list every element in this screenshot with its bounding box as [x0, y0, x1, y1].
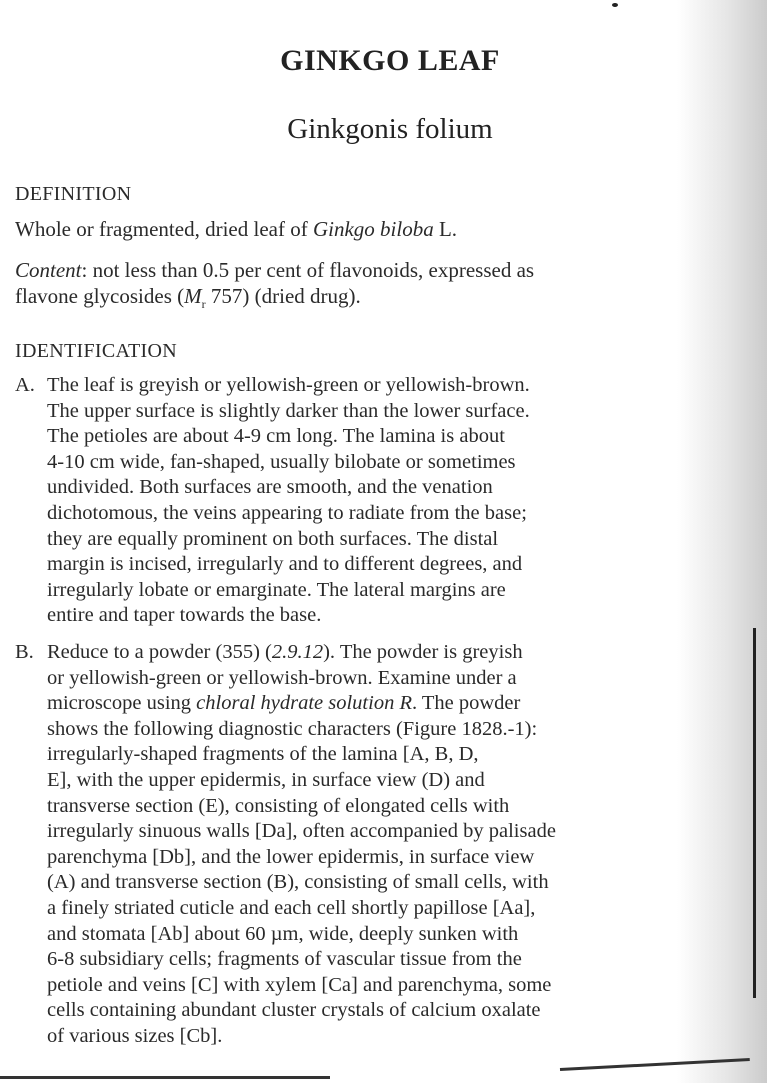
- definition-text-b: L.: [433, 217, 458, 241]
- item-b-line: 6-8 subsidiary cells; fragments of vascular tissue from the: [47, 948, 522, 971]
- item-a-line: they are equally prominent on both surfaces. The distal: [47, 527, 499, 550]
- content-line-2b: 757) (dried drug).: [205, 284, 361, 308]
- item-b-line: and stomata [Ab] about 60 µm, wide, deeply sunken with: [47, 922, 519, 945]
- item-b-line: [47, 691, 760, 717]
- molecular-mass-subscript: r: [201, 297, 206, 312]
- content-label: Content: [15, 258, 82, 282]
- bottom-rule: [0, 1076, 330, 1079]
- definition-heading: DEFINITION: [15, 183, 132, 205]
- item-b-line: irregularly-shaped fragments of the lamina [A, B, D,: [47, 743, 479, 766]
- molecular-mass-symbol: M: [184, 284, 202, 308]
- identification-heading: IDENTIFICATION: [15, 340, 177, 362]
- item-a-line: irregularly lobate or emarginate. The lateral margins are: [47, 578, 506, 601]
- monograph-title: GINKGO LEAF: [280, 44, 500, 77]
- content-text: [15, 257, 755, 317]
- item-b-line-1a: Reduce to a powder (355) (: [47, 641, 272, 663]
- method-reference: 2.9.12: [271, 641, 324, 663]
- item-b-line: [47, 640, 760, 666]
- item-a-line: dichotomous, the veins appearing to radiate from the base;: [47, 501, 527, 524]
- item-a-line: 4-10 cm wide, fan-shaped, usually bilobate or sometimes: [47, 450, 516, 473]
- item-b-line: irregularly sinuous walls [Da], often accompanied by palisade: [47, 820, 556, 843]
- item-a-line: entire and taper towards the base.: [47, 604, 322, 627]
- item-b-line: of various sizes [Cb].: [47, 1024, 223, 1047]
- species-name: Ginkgo biloba: [312, 217, 434, 241]
- scan-speck: [612, 3, 618, 7]
- item-b-line: cells containing abundant cluster crystals of calcium oxalate: [47, 999, 541, 1022]
- item-label: A.: [15, 374, 35, 396]
- content-line-1: : not less than 0.5 per cent of flavonoids, expressed as: [81, 258, 535, 282]
- item-b-line: shows the following diagnostic characters (Figure 1828.-1):: [47, 717, 538, 740]
- item-b-line: or yellowish-green or yellowish-brown. Examine under a: [47, 666, 517, 689]
- item-b-line: transverse section (E), consisting of elongated cells with: [47, 794, 510, 817]
- item-b-line: parenchyma [Db], and the lower epidermis, in surface view: [47, 845, 535, 868]
- definition-text-a: Whole or fragmented, dried leaf of: [15, 217, 313, 241]
- item-b-line: (A) and transverse section (B), consisting of small cells, with: [47, 871, 549, 894]
- item-a-line: The upper surface is slightly darker than the lower surface.: [47, 399, 530, 422]
- item-b-line: a finely striated cuticle and each cell shortly papillose [Aa],: [47, 896, 536, 919]
- item-b-line: E], with the upper epidermis, in surface view (D) and: [47, 768, 485, 791]
- content-line-2a: flavone glycosides (: [15, 284, 185, 308]
- item-b-line-3a: microscope using: [47, 692, 197, 715]
- identification-item-b: [15, 640, 760, 1050]
- reagent-name: chloral hydrate solution R: [196, 692, 412, 715]
- definition-text: [15, 216, 755, 242]
- identification-item-a: [15, 373, 760, 629]
- item-b-line-3b: . The powder: [411, 692, 521, 715]
- item-label: B.: [15, 641, 34, 663]
- monograph-latin-title: Ginkgonis folium: [287, 113, 493, 145]
- item-a-line: The leaf is greyish or yellowish-green or yellowish-brown.: [47, 374, 530, 396]
- item-a-line: margin is incised, irregularly and to different degrees, and: [47, 553, 523, 576]
- item-b-line-1b: ). The powder is greyish: [323, 641, 523, 663]
- item-b-line: petiole and veins [C] with xylem [Ca] and parenchyma, some: [47, 973, 552, 996]
- item-a-line: undivided. Both surfaces are smooth, and the venation: [47, 476, 493, 499]
- item-a-line: The petioles are about 4-9 cm long. The lamina is about: [47, 425, 505, 448]
